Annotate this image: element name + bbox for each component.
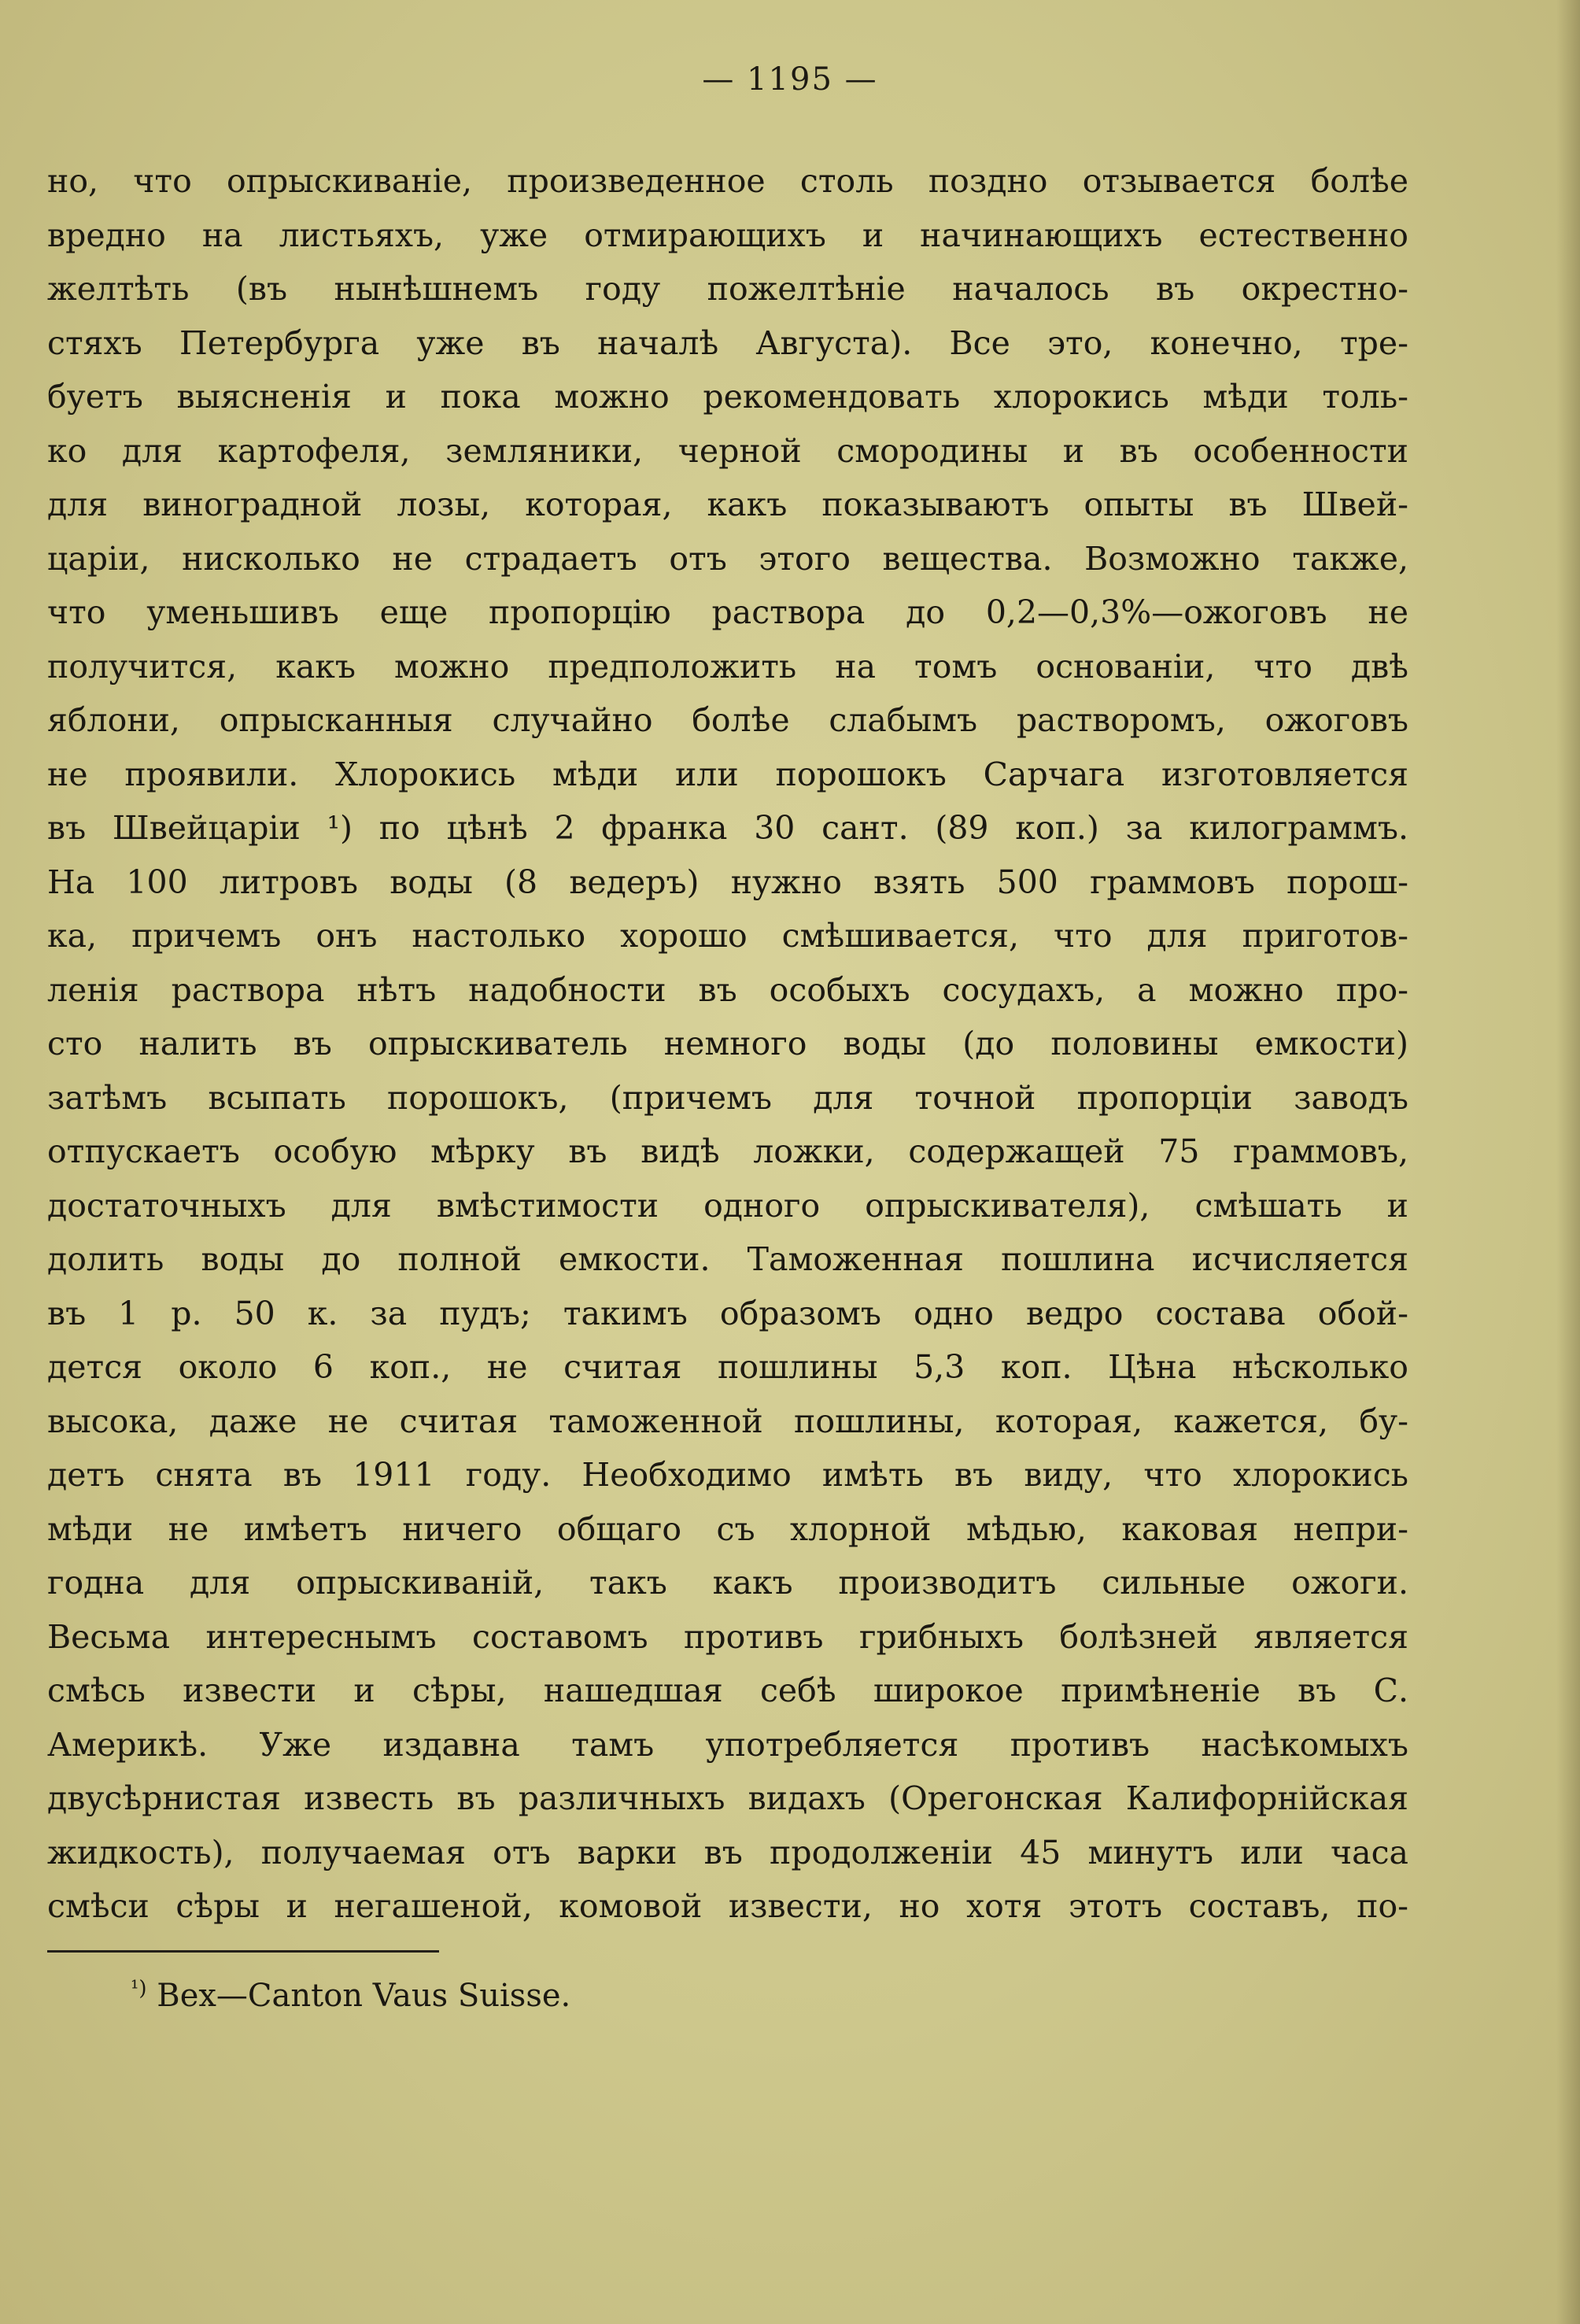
text-line: для виноградной лозы, которая, какъ показываютъ опыты въ Швей- — [47, 486, 1408, 523]
footnote-divider — [47, 1950, 439, 1953]
text-line: дется около 6 коп., не считая пошлины 5,3 коп. Цѣна нѣсколько — [47, 1348, 1408, 1386]
text-line: сто налить въ опрыскиватель немного воды (до половины емкости) — [47, 1025, 1408, 1062]
page-edge-shadow — [1556, 0, 1580, 2324]
text-line: На 100 литровъ воды (8 ведеръ) нужно взять 500 граммовъ порош- — [47, 863, 1408, 901]
text-line: долить воды до полной емкости. Таможенная пошлина исчисляется — [47, 1240, 1408, 1278]
text-line: детъ снята въ 1911 году. Необходимо имѣть въ виду, что хлорокись — [47, 1456, 1408, 1494]
text-line: стяхъ Петербурга уже въ началѣ Августа). Все это, конечно, тре- — [47, 323, 1408, 362]
page-number: — 1195 — — [702, 61, 878, 98]
text-line: смѣси сѣры и негашеной, комовой извести, но хотя этотъ составъ, по- — [47, 1887, 1408, 1925]
text-line: въ 1 р. 50 к. за пудъ; такимъ образомъ одно ведро состава обой- — [47, 1294, 1408, 1332]
text-line: въ Швейцарiи ¹) по цѣнѣ 2 франка 30 сант. (89 коп.) за килограммъ. — [47, 809, 1408, 847]
text-line: ленiя раствора нѣтъ надобности въ особыхъ сосудахъ, а можно про- — [47, 970, 1408, 1009]
text-line: достаточныхъ для вмѣстимости одного опрыскивателя), смѣшать и — [47, 1186, 1408, 1225]
footnote-text: Bex—Canton Vaus Suisse. — [157, 1978, 571, 2014]
text-line: ко для картофеля, земляники, черной смородины и въ особенности — [47, 431, 1408, 470]
text-line: буетъ выясненiя и пока можно рекомендовать хлорокись мѣди толь- — [47, 378, 1408, 416]
text-line: мѣди не имѣетъ ничего общаго съ хлорной мѣдью, каковая непри- — [47, 1509, 1408, 1548]
footnote — [131, 1977, 570, 2014]
text-line: не проявили. Хлорокись мѣди или порошокъ Сарчага изготовляется — [47, 755, 1408, 793]
text-line: Америкѣ. Уже издавна тамъ употребляется противъ насѣкомыхъ — [47, 1725, 1408, 1764]
text-line: вредно на листьяхъ, уже отмирающихъ и начинающихъ естественно — [47, 216, 1408, 254]
text-line: яблони, опрысканныя случайно болѣе слабымъ растворомъ, ожоговъ — [47, 701, 1408, 739]
text-line: желтѣть (въ нынѣшнемъ году пожелтѣнiе началось въ окрестно- — [47, 270, 1408, 308]
text-line: царiи, нисколько не страдаетъ отъ этого вещества. Возможно также, — [47, 539, 1408, 578]
text-line: ка, причемъ онъ настолько хорошо смѣшивается, что для приготов- — [47, 917, 1408, 955]
text-line: Весьма интереснымъ составомъ противъ грибныхъ болѣзней является — [47, 1617, 1408, 1656]
text-line: годна для опрыскиванiй, такъ какъ производитъ сильные ожоги. — [47, 1564, 1408, 1602]
text-line: затѣмъ всыпать порошокъ, (причемъ для точной пропорцiи заводъ — [47, 1078, 1408, 1117]
text-line: смѣсь извести и сѣры, нашедшая себѣ широкое примѣненiе въ С. — [47, 1672, 1408, 1709]
text-line: но, что опрыскиванiе, произведенное столь поздно отзывается болѣе — [47, 162, 1408, 200]
text-line: жидкость), получаемая отъ варки въ продолженiи 45 минутъ или часа — [47, 1833, 1408, 1871]
text-line: отпускаетъ особую мѣрку въ видѣ ложки, содержащей 75 граммовъ, — [47, 1132, 1408, 1170]
text-line: получится, какъ можно предположить на томъ основанiи, что двѣ — [47, 647, 1408, 685]
text-line: что уменьшивъ еще пропорцiю раствора до 0,2—0,3%—ожоговъ не — [47, 593, 1408, 631]
text-line: высока, даже не считая таможенной пошлины, которая, кажется, бу- — [47, 1402, 1408, 1440]
footnote-marker: ¹) — [131, 1977, 147, 2001]
text-line: двусѣрнистая известь въ различныхъ видахъ (Орегонская Калифорнiйская — [47, 1779, 1408, 1817]
body-text — [47, 154, 1408, 1934]
